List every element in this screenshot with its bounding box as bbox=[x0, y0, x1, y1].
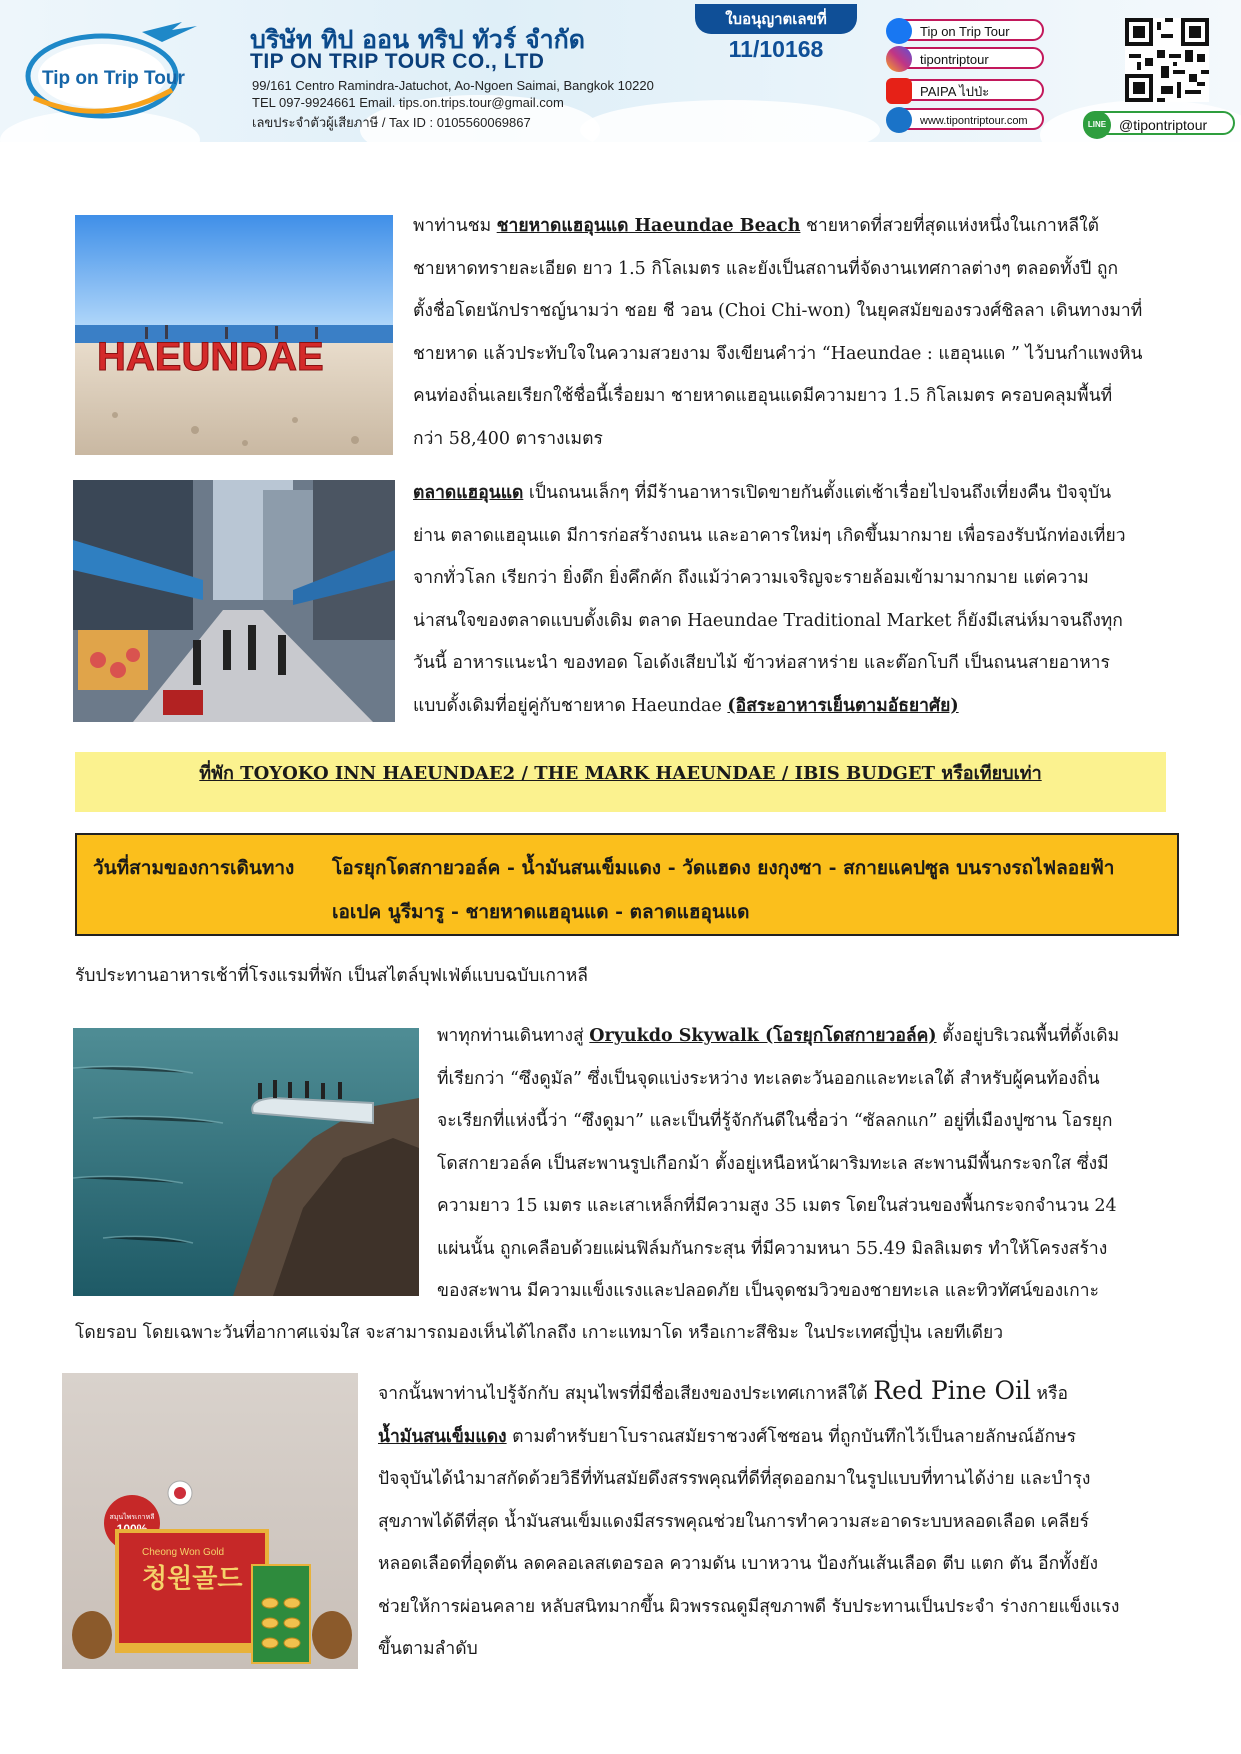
market-line: วันนี้ อาหารแนะนำ ของทอด โอเด้งเสียบไม้ ข้าวห่อสาหร่าย และต๊อกโบกี เป็นถนนสายอาหาร bbox=[413, 653, 1110, 673]
skywalk-line: ความยาว 15 เมตร และเสาเหล็กที่มีความสูง 35 เมตร โดยในส่วนของพื้นกระจกจำนวน 24 bbox=[437, 1196, 1117, 1216]
haeundae-line: ชายหาด แล้วประทับใจในความสวยงาม จึงเขียนคำว่า “Haeundae : แฮอุนแด ” ไว้บนกำแพงหิน bbox=[413, 343, 1143, 364]
company-address: 99/161 Centro Ramindra-Jatuchot, Ao-Ngoen Saimai, Bangkok 10220 bbox=[252, 78, 654, 93]
haeundae-beach-photo bbox=[75, 215, 393, 455]
haeundae-market-photo bbox=[73, 480, 395, 722]
market-line: จากทั่วโลก เรียกว่า ยิ่งดึก ยิ่งคึกคัก ถึงแม้ว่าความเจริญจะรายล้อมเข้ามามากมาย แต่ความ bbox=[413, 568, 1089, 588]
pine-line: ขึ้นตามลำดับ bbox=[378, 1639, 478, 1659]
logo-text: Tip on Trip Tour bbox=[42, 68, 185, 89]
red-pine-oil-title: Red Pine Oil bbox=[873, 1376, 1031, 1405]
market-paragraph bbox=[413, 472, 1183, 727]
company-name-english: TIP ON TRIP TOUR CO., LTD bbox=[250, 50, 545, 73]
youtube-link[interactable] bbox=[888, 79, 1044, 101]
globe-icon bbox=[886, 107, 912, 133]
market-line: น่าสนใจของตลาดแบบดั้งเดิม ตลาด Haeundae Traditional Market ก็ยังมีเสน่ห์มาจนถึงทุก bbox=[413, 610, 1123, 631]
haeundae-beach-title: ชายหาดแฮอุนแด Haeundae Beach bbox=[496, 216, 801, 236]
skywalk-line: จะเรียกที่แห่งนี้ว่า “ซึงดูมา” และเป็นที่รู้จักกันดีในชื่อว่า “ซัลลกแก” อยู่ที่เมืองปูซาน โอรยุก bbox=[437, 1111, 1113, 1131]
instagram-icon bbox=[886, 46, 912, 72]
skywalk-lead: พาทุกท่านเดินทางสู่ bbox=[437, 1026, 590, 1046]
skywalk-line: แผ่นนั้น ถูกเคลือบด้วยแผ่นฟิล์มกันกระสุน ที่มีความหนา 55.49 มิลลิเมตร ทำให้โครงสร้าง bbox=[437, 1238, 1108, 1259]
pine-line: สุขภาพได้ดีที่สุด น้ำมันสนเข็มแดงมีสรรพคุณช่วยในการทำความสะอาดระบบหลอดเลือด เคลียร์ bbox=[378, 1511, 1089, 1532]
day3-bar bbox=[75, 833, 1179, 936]
skywalk-line: ของสะพาน มีความแข็งแรงและปลอดภัย เป็นจุดชมวิวของชายทะเล และทิวทัศน์ของเกาะ bbox=[437, 1281, 1100, 1301]
day3-route-line1: โอรยุกโดสกายวอล์ค - น้ำมันสนเข็มแดง - วัดแฮดง ยงกุงซา - สกายแคปซูล บนรางรถไฟลอยฟ้า bbox=[332, 857, 1115, 879]
pine-line: ช่วยให้การผ่อนคลาย หลับสนิทมากขึ้น ผิวพรรณดูมีสุขภาพดี รับประทานเป็นประจำ ร่างกายแข็งแรง bbox=[378, 1596, 1120, 1617]
company-name-thai: บริษัท ทิป ออน ทริป ทัวร์ จำกัด bbox=[250, 25, 586, 54]
facebook-label: Tip on Trip Tour bbox=[920, 24, 1010, 39]
website-label: www.tipontriptour.com bbox=[920, 115, 1028, 127]
pine-title-thai: น้ำมันสนเข็มแดง bbox=[378, 1426, 507, 1447]
line-label: @tipontriptour bbox=[1119, 117, 1208, 133]
skywalk-paragraph bbox=[437, 1015, 1187, 1313]
pine-line: ตามตำหรับยาโบราณสมัยราชวงศ์โชซอน ที่ถูกบันทึกไว้เป็นลายลักษณ์อักษร bbox=[506, 1426, 1076, 1447]
day3-route-line2: เอเปค นูรีมารู - ชายหาดแฮอุนแด - ตลาดแฮอุนแด bbox=[332, 901, 750, 923]
oryukdo-skywalk-photo bbox=[73, 1028, 419, 1296]
skywalk-line: โดสกายวอล์ค เป็นสะพานรูปเกือกม้า ตั้งอยู่เหนือหน้าผาริมทะเล สะพานมีพื้นกระจกใส ซึ่งมี bbox=[437, 1153, 1109, 1174]
haeundae-line: คนท่องถิ่นเลยเรียกใช้ชื่อนี้เรื่อยมา ชายหาดแฮอุนแดมีความยาว 1.5 กิโลเมตร ครอบคลุมพื้นที่ bbox=[413, 386, 1113, 406]
market-line: ย่าน ตลาดแฮอุนแด มีการก่อสร้างถนน และอาคารใหม่ๆ เกิดขึ้นมากมาย เพื่อรองรับนักท่องเที่ยว bbox=[413, 525, 1126, 546]
free-dinner-note: (อิสระอาหารเย็นตามอัธยาศัย) bbox=[727, 695, 959, 716]
instagram-label: tipontriptour bbox=[920, 52, 989, 67]
market-line: แบบดั้งเดิมที่อยู่คู่กับชายหาด Haeundae bbox=[413, 695, 728, 716]
product-badge-line1: สมุนไพรเกาหลี bbox=[109, 1513, 155, 1521]
market-line: เป็นถนนเล็กๆ ที่มีร้านอาหารเปิดขายกันตั้งแต่เช้าเรื่อยไปจนถึงเที่ยงคืน ปัจจุบัน bbox=[523, 483, 1112, 503]
company-tax-id: เลขประจำตัวผู้เสียภาษี / Tax ID : 0105560069867 bbox=[252, 115, 531, 130]
license-number: 11/10168 bbox=[728, 36, 824, 62]
instagram-link[interactable] bbox=[888, 47, 1044, 69]
facebook-icon bbox=[886, 18, 912, 44]
day3-label: วันที่สามของการเดินทาง bbox=[93, 857, 295, 879]
product-name-kr: 청원골드 bbox=[142, 1564, 243, 1594]
facebook-link[interactable] bbox=[888, 19, 1044, 41]
youtube-label: PAIPA ไปป่ะ bbox=[920, 84, 990, 99]
qr-code[interactable] bbox=[1125, 18, 1209, 102]
haeundae-line: ชายหาดทรายละเอียด ยาว 1.5 กิโลเมตร และยังเป็นสถานที่จัดงานเทศกาลต่างๆ ตลอดทั้งปี ถูก bbox=[413, 258, 1119, 279]
skywalk-line: ตั้งอยู่บริเวณพื้นที่ดั้งเดิม bbox=[936, 1026, 1120, 1046]
pine-or: หรือ bbox=[1030, 1384, 1068, 1404]
haeundae-line: ตั้งชื่อโดยนักปราชญ์นามว่า ชอย ชี วอน (Choi Chi-won) ในยุคสมัยของรวงศ์ชิลลา เดินทางมาที่ bbox=[413, 301, 1143, 321]
license-label: ใบอนุญาตเลขที่ bbox=[695, 4, 857, 34]
skywalk-line: ที่เรียกว่า “ซึงดูมัล” ซึ่งเป็นจุดแบ่งระหว่าง ทะเลตะวันออกและทะเลใต้ สำหรับผู้คนท้องถิ่น bbox=[437, 1068, 1100, 1089]
hotel-text: ที่พัก TOYOKO INN HAEUNDAE2 / THE MARK HAEUNDAE / IBIS BUDGET หรือเทียบเท่า bbox=[199, 763, 1042, 784]
skywalk-title: Oryukdo Skywalk (โอรยุกโดสกายวอล์ค) bbox=[589, 1026, 937, 1046]
haeundae-sign: HAEUNDAE bbox=[97, 335, 324, 379]
line-link[interactable] bbox=[1083, 111, 1235, 135]
hotel-bar bbox=[75, 752, 1166, 812]
breakfast-text: รับประทานอาหารเช้าที่โรงแรมที่พัก เป็นสไตล์บุฟเฟ่ต์แบบฉบับเกาหลี bbox=[75, 966, 589, 986]
red-pine-oil-photo bbox=[62, 1373, 358, 1669]
haeundae-line: กว่า 58,400 ตารางเมตร bbox=[413, 428, 603, 449]
skywalk-last-line: โดยรอบ โดยเฉพาะวันที่อากาศแจ่มใส จะสามารถมองเห็นได้ไกลถึง เกาะแทมาโด หรือเกาะสึชิมะ ในประเทศญี่ปุ่น เลยทีเดียว bbox=[75, 1323, 1004, 1343]
pine-paragraph bbox=[378, 1370, 1188, 1671]
youtube-icon bbox=[886, 78, 912, 104]
pine-line: หลอดเลือดที่อุดตัน ลดคลอเลสเตอรอล ความดัน เบาหวาน ป้องกันเส้นเลือด ตีบ แตก ตัน อีกทั้งยัง bbox=[378, 1554, 1099, 1574]
website-link[interactable] bbox=[888, 108, 1044, 130]
haeundae-lead: พาท่านชม bbox=[413, 216, 497, 236]
pine-line: ปัจจุบันได้นำมาสกัดด้วยวิธีที่ทันสมัยดึงสรรพคุณที่ดีที่สุดออกมาในรูปแบบที่ทานได้ง่าย และบำรุง bbox=[378, 1469, 1091, 1489]
company-logo bbox=[22, 18, 212, 122]
company-contact: TEL 097-9924661 Email. tips.on.trips.tour@gmail.com bbox=[252, 95, 564, 110]
pine-lead: จากนั้นพาท่านไปรู้จักกับ สมุนไพรที่มีชื่อเสียงของประเทศเกาหลีใต้ bbox=[378, 1384, 874, 1404]
line-icon: LINE bbox=[1083, 111, 1111, 139]
product-name-en: Cheong Won Gold bbox=[142, 1547, 225, 1558]
haeundae-paragraph bbox=[413, 205, 1183, 460]
market-title: ตลาดแฮอุนแด bbox=[413, 483, 524, 503]
haeundae-line: ชายหาดที่สวยที่สุดแห่งหนึ่งในเกาหลีใต้ bbox=[800, 216, 1100, 236]
